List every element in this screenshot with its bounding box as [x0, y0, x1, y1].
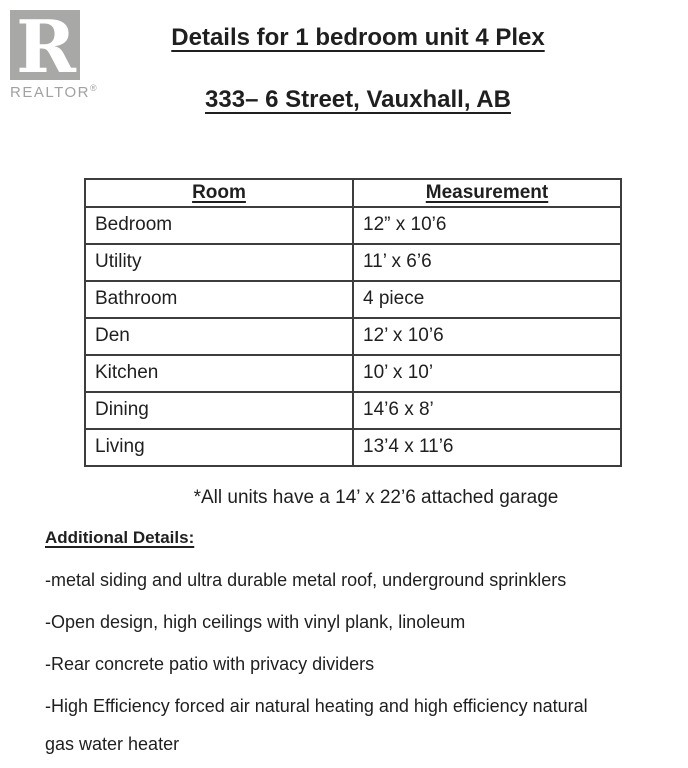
additional-details-heading: Additional Details:: [45, 528, 195, 547]
table-row: [85, 429, 621, 466]
room-cell: Kitchen: [85, 355, 353, 392]
measurement-cell: 12’ x 10’6: [353, 318, 621, 355]
document-header: [28, 0, 688, 140]
measurement-cell: 12” x 10’6: [353, 207, 621, 244]
room-cell: Living: [85, 429, 353, 466]
detail-item: [45, 687, 657, 763]
room-measurement-table: [84, 178, 622, 467]
room-cell: Bathroom: [85, 281, 353, 318]
table-row: [85, 318, 621, 355]
additional-details-section: [45, 527, 657, 767]
room-cell: Bedroom: [85, 207, 353, 244]
table-header: [85, 179, 621, 207]
column-header-room: Room: [85, 179, 353, 207]
detail-item: [45, 603, 657, 641]
table-row: [85, 392, 621, 429]
table-row: [85, 281, 621, 318]
table-row: [85, 355, 621, 392]
realtor-wordmark: REALTOR: [10, 84, 90, 101]
measurement-cell: 13’4 x 11’6: [353, 429, 621, 466]
additional-details-list: [45, 561, 657, 763]
measurement-cell: 14’6 x 8’: [353, 392, 621, 429]
detail-line: -Open design, high ceilings with vinyl plank, linoleum: [45, 612, 466, 632]
measurement-cell: 10’ x 10’: [353, 355, 621, 392]
property-address: 333– 6 Street, Vauxhall, AB: [205, 86, 511, 113]
room-cell: Utility: [85, 244, 353, 281]
registered-trademark-symbol: ®: [89, 83, 97, 93]
detail-line: -High Efficiency forced air natural heating and high efficiency natural: [45, 696, 588, 716]
table-header-row: [85, 179, 621, 207]
detail-line: -metal siding and ultra durable metal roof, underground sprinklers: [45, 570, 567, 590]
column-header-measurement: Measurement: [353, 179, 621, 207]
detail-item: [45, 561, 657, 599]
page-title: Details for 1 bedroom unit 4 Plex: [171, 24, 545, 51]
room-cell: Dining: [85, 392, 353, 429]
garage-footnote: *All units have a 14’ x 22’6 attached garage: [193, 487, 559, 508]
detail-line: -Rear concrete patio with privacy dividers: [45, 654, 375, 674]
table-body: [85, 207, 621, 466]
detail-line: gas water heater: [45, 734, 180, 754]
svg-text:R: R: [16, 10, 76, 80]
room-cell: Den: [85, 318, 353, 355]
table-row: [85, 244, 621, 281]
measurement-cell: 11’ x 6’6: [353, 244, 621, 281]
detail-item: [45, 645, 657, 683]
measurement-cell: 4 piece: [353, 281, 621, 318]
table-row: [85, 207, 621, 244]
